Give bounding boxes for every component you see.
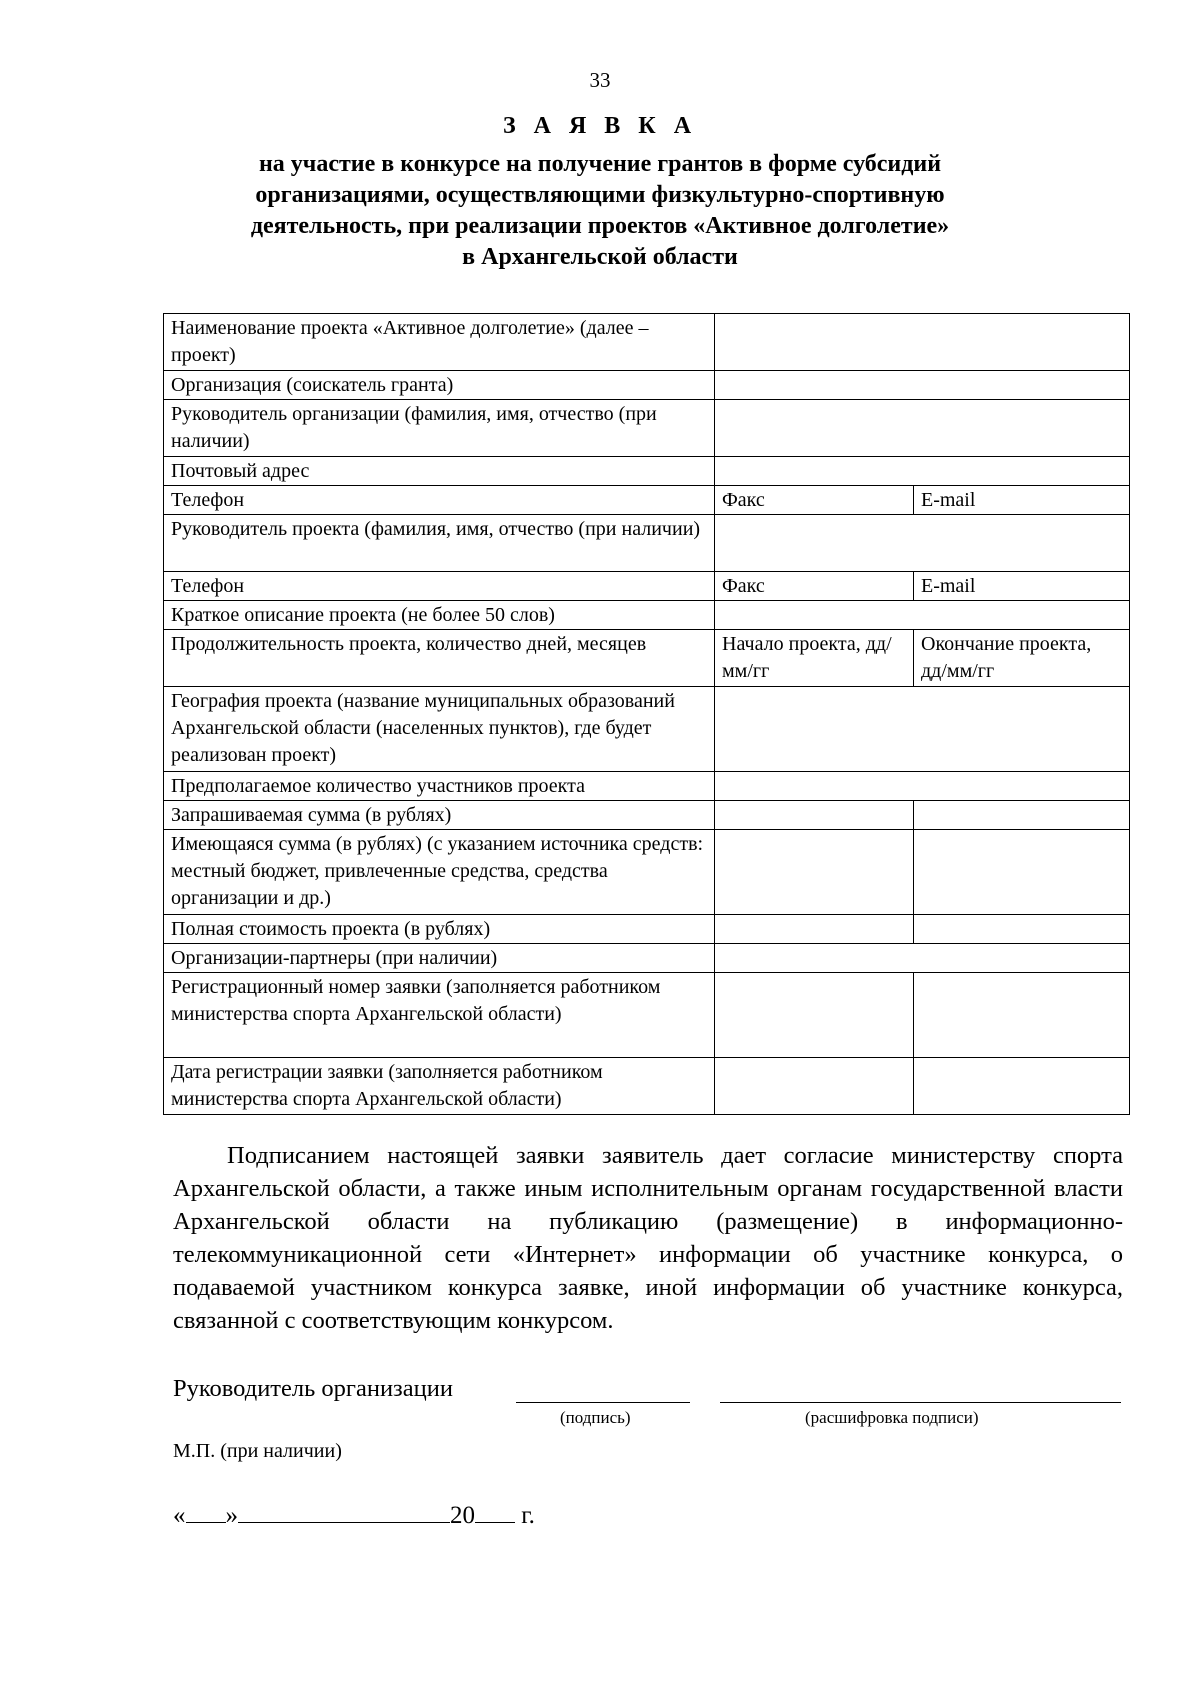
label-available-sum: Имеющаяся сумма (в рублях) (с указанием источника средств: местный бюджет, привлеченные средства, средства организации и др.) bbox=[164, 830, 715, 915]
field-reg-date-extra[interactable] bbox=[914, 1058, 1130, 1115]
signature-label: Руководитель организации bbox=[173, 1375, 453, 1402]
label-participants: Предполагаемое количество участников проекта bbox=[164, 772, 715, 801]
field-reg-number[interactable] bbox=[715, 973, 914, 1058]
signature-caption: (подпись) bbox=[560, 1408, 631, 1427]
label-full-cost: Полная стоимость проекта (в рублях) bbox=[164, 915, 715, 944]
field-geography[interactable] bbox=[715, 687, 1130, 772]
label-reg-number: Регистрационный номер заявки (заполняется работником министерства спорта Архангельской области) bbox=[164, 973, 715, 1058]
label-org-phone[interactable]: Телефон bbox=[164, 486, 715, 515]
date-year-prefix: 20 bbox=[450, 1502, 475, 1529]
subtitle-line: деятельность, при реализации проектов «Активное долголетие» bbox=[250, 213, 950, 239]
field-participants[interactable] bbox=[715, 772, 1130, 801]
label-org-email[interactable]: E-mail bbox=[914, 486, 1130, 515]
date-line bbox=[173, 1500, 535, 1530]
field-available-sum-extra[interactable] bbox=[914, 830, 1130, 915]
date-day-blank[interactable] bbox=[186, 1500, 226, 1523]
date-year-blank[interactable] bbox=[475, 1500, 515, 1523]
decryption-caption: (расшифровка подписи) bbox=[805, 1408, 979, 1427]
page-number: 33 bbox=[589, 68, 611, 92]
label-head-phone[interactable]: Телефон bbox=[164, 572, 715, 601]
field-partners[interactable] bbox=[715, 944, 1130, 973]
label-postal-address: Почтовый адрес bbox=[164, 457, 715, 486]
field-requested-sum-extra[interactable] bbox=[914, 801, 1130, 830]
date-open-quote: « bbox=[173, 1502, 186, 1529]
field-reg-number-extra[interactable] bbox=[914, 973, 1130, 1058]
date-month-blank[interactable] bbox=[238, 1500, 450, 1523]
label-partners: Организации-партнеры (при наличии) bbox=[164, 944, 715, 973]
label-reg-date: Дата регистрации заявки (заполняется работником министерства спорта Архангельской области) bbox=[164, 1058, 715, 1115]
label-short-description: Краткое описание проекта (не более 50 слов) bbox=[164, 601, 715, 630]
subtitle-line: организациями, осуществляющими физкультурно-спортивную bbox=[255, 182, 945, 208]
label-project-end[interactable]: Окончание проекта, дд/мм/гг bbox=[914, 630, 1130, 687]
application-form-table bbox=[163, 313, 1130, 1115]
document-subtitle bbox=[150, 149, 1050, 273]
seal-note: М.П. (при наличии) bbox=[173, 1440, 342, 1462]
date-year-suffix: г. bbox=[521, 1502, 535, 1529]
label-org-fax[interactable]: Факс bbox=[715, 486, 914, 515]
label-geography: География проекта (название муниципальных образований Архангельской области (населенных пунктов), где будет реализован проект) bbox=[164, 687, 715, 772]
field-postal-address[interactable] bbox=[715, 457, 1130, 486]
field-full-cost-extra[interactable] bbox=[914, 915, 1130, 944]
label-head-fax[interactable]: Факс bbox=[715, 572, 914, 601]
signature-line[interactable] bbox=[516, 1402, 690, 1403]
label-project-head: Руководитель проекта (фамилия, имя, отчество (при наличии) bbox=[164, 515, 715, 572]
label-project-name: Наименование проекта «Активное долголетие» (далее – проект) bbox=[164, 314, 715, 371]
subtitle-line: в Архангельской области bbox=[462, 244, 738, 270]
field-requested-sum[interactable] bbox=[715, 801, 914, 830]
field-organization[interactable] bbox=[715, 371, 1130, 400]
field-short-description[interactable] bbox=[715, 601, 1130, 630]
date-close-quote: » bbox=[225, 1502, 238, 1529]
label-org-head: Руководитель организации (фамилия, имя, отчество (при наличии) bbox=[164, 400, 715, 457]
field-reg-date[interactable] bbox=[715, 1058, 914, 1115]
label-duration: Продолжительность проекта, количество дней, месяцев bbox=[164, 630, 715, 687]
subtitle-line: на участие в конкурсе на получение грантов в форме субсидий bbox=[258, 151, 942, 177]
field-org-head[interactable] bbox=[715, 400, 1130, 457]
field-full-cost[interactable] bbox=[715, 915, 914, 944]
signature-decryption-line[interactable] bbox=[720, 1402, 1121, 1403]
field-available-sum[interactable] bbox=[715, 830, 914, 915]
label-requested-sum: Запрашиваемая сумма (в рублях) bbox=[164, 801, 715, 830]
consent-paragraph: Подписанием настоящей заявки заявитель дает согласие министерству спорта Архангельской области, а также иным исполнительным органам государственной власти Архангельской области на публикацию (размещение) в информационно-телекоммуникационной сети «Интернет» информации об участнике конкурса, о подаваемой участником конкурса заявке, иной информации об участнике конкурса, связанной с соответствующим конкурсом. bbox=[173, 1142, 1123, 1334]
label-project-start[interactable]: Начало проекта, дд/мм/гг bbox=[715, 630, 914, 687]
label-organization: Организация (соискатель гранта) bbox=[164, 371, 715, 400]
field-project-head[interactable] bbox=[715, 515, 1130, 572]
label-head-email[interactable]: E-mail bbox=[914, 572, 1130, 601]
field-project-name[interactable] bbox=[715, 314, 1130, 371]
document-title: З А Я В К А bbox=[502, 113, 698, 139]
